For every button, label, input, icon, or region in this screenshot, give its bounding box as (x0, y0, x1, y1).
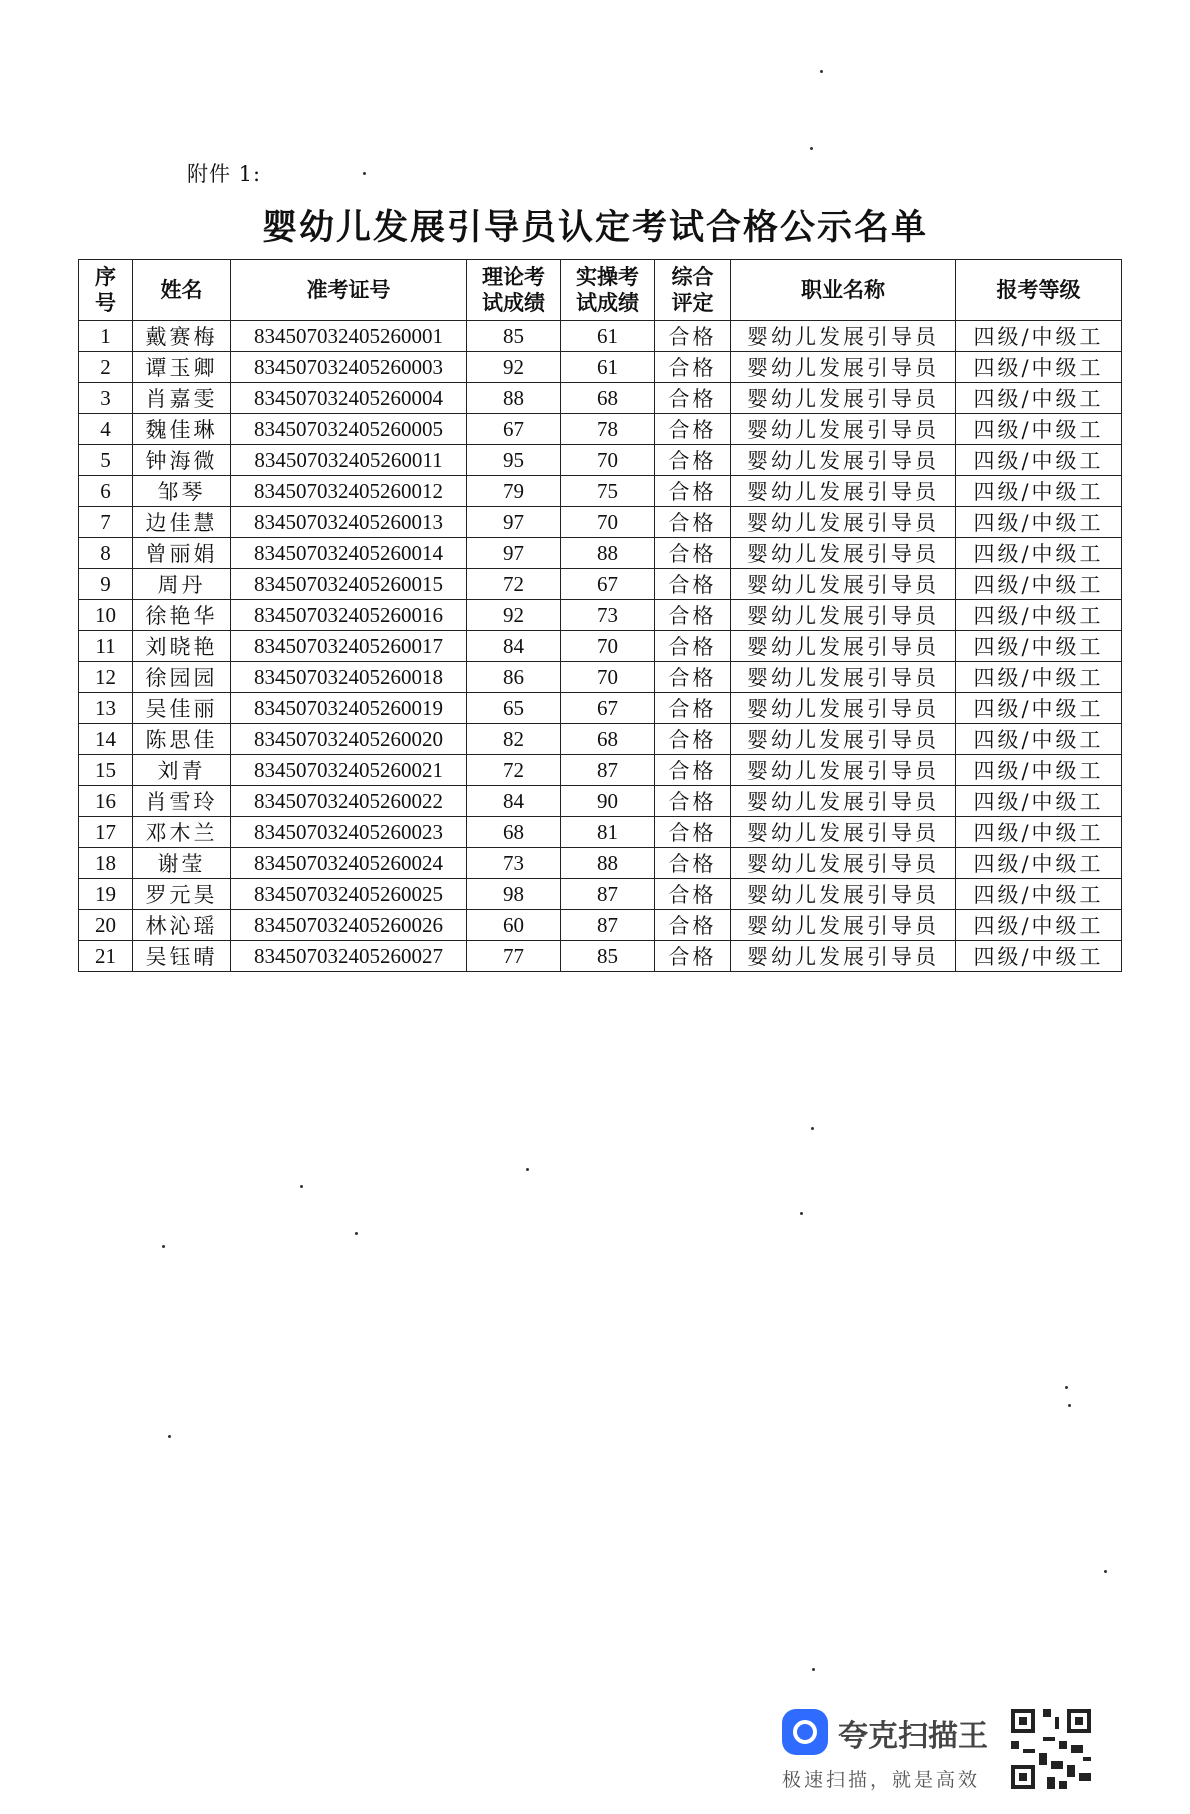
cell-level: 四级/中级工 (956, 631, 1122, 662)
cell-seq: 7 (79, 507, 133, 538)
cell-theory-score: 60 (467, 910, 561, 941)
cell-seq: 8 (79, 538, 133, 569)
attachment-label: 附件 1: (187, 162, 262, 186)
cell-name: 边佳慧 (133, 507, 231, 538)
cell-seq: 16 (79, 786, 133, 817)
cell-level: 四级/中级工 (956, 786, 1122, 817)
cell-practical-score: 87 (561, 910, 655, 941)
cell-practical-score: 75 (561, 476, 655, 507)
header-practical-score: 实操考 试成绩 (561, 260, 655, 321)
cell-occupation: 婴幼儿发展引导员 (731, 383, 956, 414)
cell-exam-id: 834507032405260019 (231, 693, 467, 724)
scanner-logo-icon (782, 1709, 828, 1755)
cell-name: 肖雪玲 (133, 786, 231, 817)
cell-practical-score: 73 (561, 600, 655, 631)
cell-exam-id: 834507032405260020 (231, 724, 467, 755)
cell-practical-score: 87 (561, 879, 655, 910)
cell-seq: 1 (79, 321, 133, 352)
cell-exam-id: 834507032405260015 (231, 569, 467, 600)
cell-overall: 合格 (655, 817, 731, 848)
cell-exam-id: 834507032405260018 (231, 662, 467, 693)
document-title: 婴幼儿发展引导员认定考试合格公示名单 (261, 208, 928, 248)
cell-practical-score: 90 (561, 786, 655, 817)
cell-theory-score: 72 (467, 569, 561, 600)
cell-practical-score: 68 (561, 383, 655, 414)
cell-exam-id: 834507032405260027 (231, 941, 467, 972)
cell-theory-score: 97 (467, 538, 561, 569)
table-row (79, 631, 1122, 662)
cell-overall: 合格 (655, 848, 731, 879)
cell-exam-id: 834507032405260022 (231, 786, 467, 817)
cell-name: 罗元昊 (133, 879, 231, 910)
cell-exam-id: 834507032405260017 (231, 631, 467, 662)
table-row (79, 941, 1122, 972)
cell-practical-score: 70 (561, 445, 655, 476)
cell-level: 四级/中级工 (956, 507, 1122, 538)
cell-exam-id: 834507032405260005 (231, 414, 467, 445)
cell-name: 吴佳丽 (133, 693, 231, 724)
cell-theory-score: 92 (467, 352, 561, 383)
cell-theory-score: 88 (467, 383, 561, 414)
cell-practical-score: 67 (561, 693, 655, 724)
cell-occupation: 婴幼儿发展引导员 (731, 693, 956, 724)
watermark-slogan: 极速扫描，就是高效 (782, 1769, 981, 1791)
cell-exam-id: 834507032405260024 (231, 848, 467, 879)
cell-exam-id: 834507032405260014 (231, 538, 467, 569)
cell-practical-score: 67 (561, 569, 655, 600)
cell-overall: 合格 (655, 321, 731, 352)
cell-occupation: 婴幼儿发展引导员 (731, 941, 956, 972)
watermark-brand: 夸克扫描王 (838, 1719, 988, 1754)
cell-overall: 合格 (655, 786, 731, 817)
table-row (79, 755, 1122, 786)
cell-overall: 合格 (655, 600, 731, 631)
cell-occupation: 婴幼儿发展引导员 (731, 786, 956, 817)
cell-name: 吴钰晴 (133, 941, 231, 972)
table-row (79, 352, 1122, 383)
cell-level: 四级/中级工 (956, 538, 1122, 569)
cell-occupation: 婴幼儿发展引导员 (731, 321, 956, 352)
cell-name: 曾丽娟 (133, 538, 231, 569)
cell-practical-score: 78 (561, 414, 655, 445)
cell-practical-score: 88 (561, 848, 655, 879)
cell-name: 邹琴 (133, 476, 231, 507)
cell-level: 四级/中级工 (956, 941, 1122, 972)
cell-theory-score: 82 (467, 724, 561, 755)
cell-occupation: 婴幼儿发展引导员 (731, 662, 956, 693)
table-row (79, 321, 1122, 352)
cell-theory-score: 79 (467, 476, 561, 507)
cell-overall: 合格 (655, 414, 731, 445)
qr-code-icon (1007, 1705, 1095, 1793)
cell-theory-score: 97 (467, 507, 561, 538)
cell-occupation: 婴幼儿发展引导员 (731, 910, 956, 941)
cell-name: 徐艳华 (133, 600, 231, 631)
cell-practical-score: 61 (561, 321, 655, 352)
cell-name: 魏佳琳 (133, 414, 231, 445)
cell-seq: 10 (79, 600, 133, 631)
cell-practical-score: 61 (561, 352, 655, 383)
cell-overall: 合格 (655, 910, 731, 941)
table-row (79, 817, 1122, 848)
table-row (79, 786, 1122, 817)
table-header-row (79, 260, 1122, 321)
cell-level: 四级/中级工 (956, 910, 1122, 941)
cell-level: 四级/中级工 (956, 848, 1122, 879)
cell-occupation: 婴幼儿发展引导员 (731, 445, 956, 476)
cell-level: 四级/中级工 (956, 352, 1122, 383)
cell-overall: 合格 (655, 538, 731, 569)
cell-occupation: 婴幼儿发展引导员 (731, 414, 956, 445)
cell-practical-score: 81 (561, 817, 655, 848)
cell-exam-id: 834507032405260003 (231, 352, 467, 383)
header-exam-id: 准考证号 (231, 260, 467, 321)
cell-seq: 20 (79, 910, 133, 941)
cell-theory-score: 86 (467, 662, 561, 693)
cell-exam-id: 834507032405260011 (231, 445, 467, 476)
table-row (79, 383, 1122, 414)
cell-occupation: 婴幼儿发展引导员 (731, 817, 956, 848)
cell-level: 四级/中级工 (956, 693, 1122, 724)
cell-overall: 合格 (655, 755, 731, 786)
cell-name: 谢莹 (133, 848, 231, 879)
cell-level: 四级/中级工 (956, 879, 1122, 910)
table-row (79, 538, 1122, 569)
cell-occupation: 婴幼儿发展引导员 (731, 352, 956, 383)
table-row (79, 600, 1122, 631)
cell-occupation: 婴幼儿发展引导员 (731, 600, 956, 631)
cell-practical-score: 88 (561, 538, 655, 569)
table-row (79, 848, 1122, 879)
cell-name: 戴赛梅 (133, 321, 231, 352)
cell-level: 四级/中级工 (956, 817, 1122, 848)
header-seq: 序 号 (79, 260, 133, 321)
header-name: 姓名 (133, 260, 231, 321)
cell-level: 四级/中级工 (956, 600, 1122, 631)
cell-level: 四级/中级工 (956, 476, 1122, 507)
cell-overall: 合格 (655, 662, 731, 693)
cell-level: 四级/中级工 (956, 724, 1122, 755)
cell-seq: 9 (79, 569, 133, 600)
table-row (79, 569, 1122, 600)
cell-theory-score: 85 (467, 321, 561, 352)
cell-overall: 合格 (655, 569, 731, 600)
cell-theory-score: 92 (467, 600, 561, 631)
cell-occupation: 婴幼儿发展引导员 (731, 879, 956, 910)
cell-overall: 合格 (655, 724, 731, 755)
cell-seq: 19 (79, 879, 133, 910)
cell-practical-score: 85 (561, 941, 655, 972)
table-row (79, 662, 1122, 693)
cell-overall: 合格 (655, 383, 731, 414)
cell-name: 肖嘉雯 (133, 383, 231, 414)
cell-name: 刘青 (133, 755, 231, 786)
scanner-watermark (782, 1705, 1102, 1795)
table-row (79, 445, 1122, 476)
cell-theory-score: 65 (467, 693, 561, 724)
cell-occupation: 婴幼儿发展引导员 (731, 755, 956, 786)
cell-exam-id: 834507032405260026 (231, 910, 467, 941)
table-body (79, 321, 1122, 972)
table-row (79, 476, 1122, 507)
cell-overall: 合格 (655, 352, 731, 383)
cell-overall: 合格 (655, 879, 731, 910)
cell-practical-score: 70 (561, 631, 655, 662)
cell-seq: 6 (79, 476, 133, 507)
cell-seq: 5 (79, 445, 133, 476)
cell-seq: 15 (79, 755, 133, 786)
cell-name: 徐园园 (133, 662, 231, 693)
cell-exam-id: 834507032405260023 (231, 817, 467, 848)
cell-name: 邓木兰 (133, 817, 231, 848)
table-row (79, 724, 1122, 755)
cell-occupation: 婴幼儿发展引导员 (731, 507, 956, 538)
cell-overall: 合格 (655, 507, 731, 538)
header-level: 报考等级 (956, 260, 1122, 321)
cell-level: 四级/中级工 (956, 414, 1122, 445)
cell-seq: 14 (79, 724, 133, 755)
cell-seq: 18 (79, 848, 133, 879)
cell-overall: 合格 (655, 941, 731, 972)
cell-level: 四级/中级工 (956, 383, 1122, 414)
cell-seq: 13 (79, 693, 133, 724)
table-row (79, 414, 1122, 445)
cell-occupation: 婴幼儿发展引导员 (731, 476, 956, 507)
cell-overall: 合格 (655, 631, 731, 662)
cell-overall: 合格 (655, 476, 731, 507)
cell-name: 刘晓艳 (133, 631, 231, 662)
qualified-list-table (78, 259, 1122, 972)
cell-name: 陈思佳 (133, 724, 231, 755)
cell-occupation: 婴幼儿发展引导员 (731, 631, 956, 662)
cell-seq: 12 (79, 662, 133, 693)
cell-name: 周丹 (133, 569, 231, 600)
cell-seq: 17 (79, 817, 133, 848)
cell-overall: 合格 (655, 445, 731, 476)
cell-theory-score: 84 (467, 786, 561, 817)
cell-theory-score: 72 (467, 755, 561, 786)
cell-level: 四级/中级工 (956, 569, 1122, 600)
cell-practical-score: 70 (561, 662, 655, 693)
cell-theory-score: 98 (467, 879, 561, 910)
cell-exam-id: 834507032405260013 (231, 507, 467, 538)
cell-theory-score: 67 (467, 414, 561, 445)
cell-theory-score: 68 (467, 817, 561, 848)
table-row (79, 693, 1122, 724)
cell-exam-id: 834507032405260012 (231, 476, 467, 507)
cell-exam-id: 834507032405260025 (231, 879, 467, 910)
cell-level: 四级/中级工 (956, 445, 1122, 476)
cell-occupation: 婴幼儿发展引导员 (731, 569, 956, 600)
cell-seq: 3 (79, 383, 133, 414)
cell-practical-score: 70 (561, 507, 655, 538)
cell-seq: 21 (79, 941, 133, 972)
cell-practical-score: 87 (561, 755, 655, 786)
cell-occupation: 婴幼儿发展引导员 (731, 724, 956, 755)
header-theory-score: 理论考 试成绩 (467, 260, 561, 321)
cell-theory-score: 77 (467, 941, 561, 972)
cell-theory-score: 95 (467, 445, 561, 476)
cell-practical-score: 68 (561, 724, 655, 755)
cell-theory-score: 84 (467, 631, 561, 662)
cell-seq: 2 (79, 352, 133, 383)
cell-name: 钟海微 (133, 445, 231, 476)
cell-level: 四级/中级工 (956, 321, 1122, 352)
cell-overall: 合格 (655, 693, 731, 724)
cell-occupation: 婴幼儿发展引导员 (731, 848, 956, 879)
cell-seq: 4 (79, 414, 133, 445)
cell-name: 谭玉卿 (133, 352, 231, 383)
cell-exam-id: 834507032405260004 (231, 383, 467, 414)
table-row (79, 507, 1122, 538)
cell-name: 林沁瑶 (133, 910, 231, 941)
cell-theory-score: 73 (467, 848, 561, 879)
cell-level: 四级/中级工 (956, 662, 1122, 693)
header-overall: 综合 评定 (655, 260, 731, 321)
cell-occupation: 婴幼儿发展引导员 (731, 538, 956, 569)
table-row (79, 879, 1122, 910)
cell-exam-id: 834507032405260021 (231, 755, 467, 786)
header-occupation: 职业名称 (731, 260, 956, 321)
cell-level: 四级/中级工 (956, 755, 1122, 786)
cell-exam-id: 834507032405260016 (231, 600, 467, 631)
cell-seq: 11 (79, 631, 133, 662)
cell-exam-id: 834507032405260001 (231, 321, 467, 352)
table-row (79, 910, 1122, 941)
